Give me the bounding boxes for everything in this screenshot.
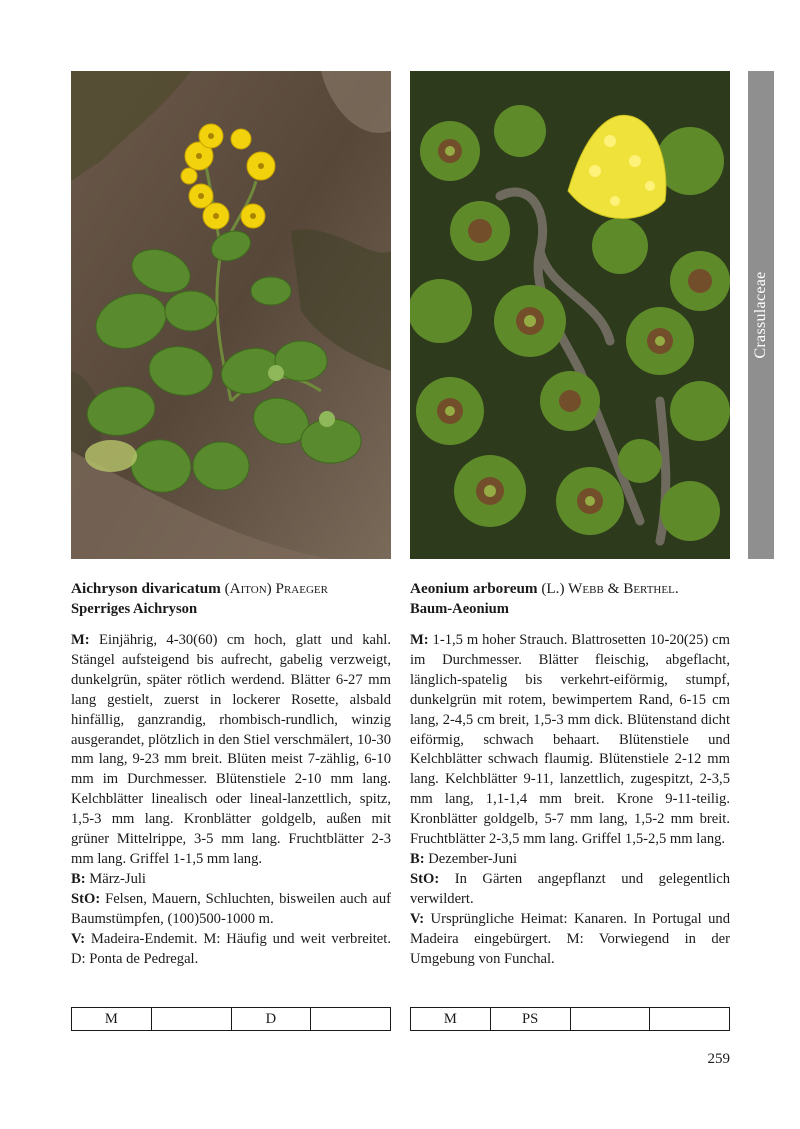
habitat-paragraph: StO: Felsen, Mauern, Schluchten, bisweilen auch auf Baumstümpfen, (100)500-1000 m.	[71, 890, 391, 927]
species-title	[71, 579, 391, 599]
grid-cell	[152, 1008, 232, 1030]
flowering-paragraph: B: März-Juli	[71, 870, 146, 887]
species-entry-right	[410, 579, 730, 969]
grid-cell: M	[411, 1008, 491, 1030]
common-name: Sperriges Aichryson	[71, 601, 198, 617]
distribution-paragraph: V: Ursprüngliche Heimat: Kanaren. In Portugal und Madeira eingebürgert. M: Vorwiegend in der Umgebung von Funchal.	[410, 910, 730, 967]
species-author: (Aiton) Praeger	[224, 580, 328, 597]
species-author: (L.) Webb & Berthel.	[541, 580, 679, 597]
grid-cell: PS	[491, 1008, 571, 1030]
photo-aeonium-arboreum	[410, 71, 730, 559]
common-name: Baum-Aeonium	[410, 601, 509, 617]
species-title	[410, 579, 730, 599]
flowering-paragraph: B: Dezember-Juni	[410, 850, 518, 867]
morphology-paragraph: M: 1-1,5 m hoher Strauch. Blattrosetten 10-20(25) cm im Durchmesser. Blätter fleischig, abgeflacht, länglich-spatelig bis verkehrt-eiförmig, stumpf, dunkelgrün mit rotem, bewimpertem Rand, 6-15 cm lang, 2-4,5 cm breit, 1,5-3 mm dick. Blütenstand dicht eiförmig, schwach behaart. Blütenstiele und Kelchblätter schwach flaumig. Blütenstiele 2-12 mm lang. Kelchblätter 9-11, lanzettlich, zugespitzt, 2-3,5 mm lang, 1,1-1,4 mm breit. Krone 9-11-teilig. Kronblätter goldgelb, 5-7 mm lang, 1,5-2 mm breit. Fruchtblätter 2-3,5 mm lang. Griffel 1,5-2,5 mm lang.	[410, 632, 730, 848]
distribution-grid-right	[410, 1007, 730, 1031]
habitat-paragraph: StO: In Gärten angepflanzt und gelegentlich verwildert.	[410, 870, 730, 907]
grid-cell	[311, 1008, 390, 1030]
species-description	[410, 631, 730, 969]
scientific-name: Aeonium arboreum	[410, 580, 538, 597]
page-number: 259	[707, 1051, 730, 1067]
grid-cell: D	[232, 1008, 312, 1030]
species-description	[71, 631, 391, 969]
grid-cell	[571, 1008, 651, 1030]
photo-aichryson-divaricatum	[71, 71, 391, 559]
grid-cell: M	[72, 1008, 152, 1030]
distribution-paragraph: V: Madeira-Endemit. M: Häufig und weit verbreitet. D: Ponta de Pedregal.	[71, 930, 391, 967]
morphology-paragraph: M: Einjährig, 4-30(60) cm hoch, glatt und kahl. Stängel aufsteigend bis aufrecht, gabelig verzweigt, dunkelgrün, später rötlich werdend. Blätter 6-27 mm lang gestielt, zuerst in lockerer Rosette, alsbald hinfällig, ganzrandig, rhombisch-rundlich, winzig ausgerandet, plötzlich in den Stiel verschmälert, 10-30 mm lang, 9-23 mm breit. Blüten meist 7-zählig, 6-10 mm im Durchmesser. Blütenstiele 2-10 mm lang. Kelchblätter linealisch oder lineal-lanzettlich, spitz, 1,5-3 mm lang. Kronblätter goldgelb, außen mit grüner Mittelrippe, 3-5 mm lang. Fruchtblätter 2-3 mm lang. Griffel 1-1,5 mm lang.	[71, 632, 391, 867]
grid-cell	[650, 1008, 729, 1030]
distribution-grid-left	[71, 1007, 391, 1031]
family-side-tab	[748, 71, 774, 559]
scientific-name: Aichryson divaricatum	[71, 580, 221, 597]
family-label: Crassulaceae	[752, 271, 769, 359]
species-entry-left	[71, 579, 391, 969]
